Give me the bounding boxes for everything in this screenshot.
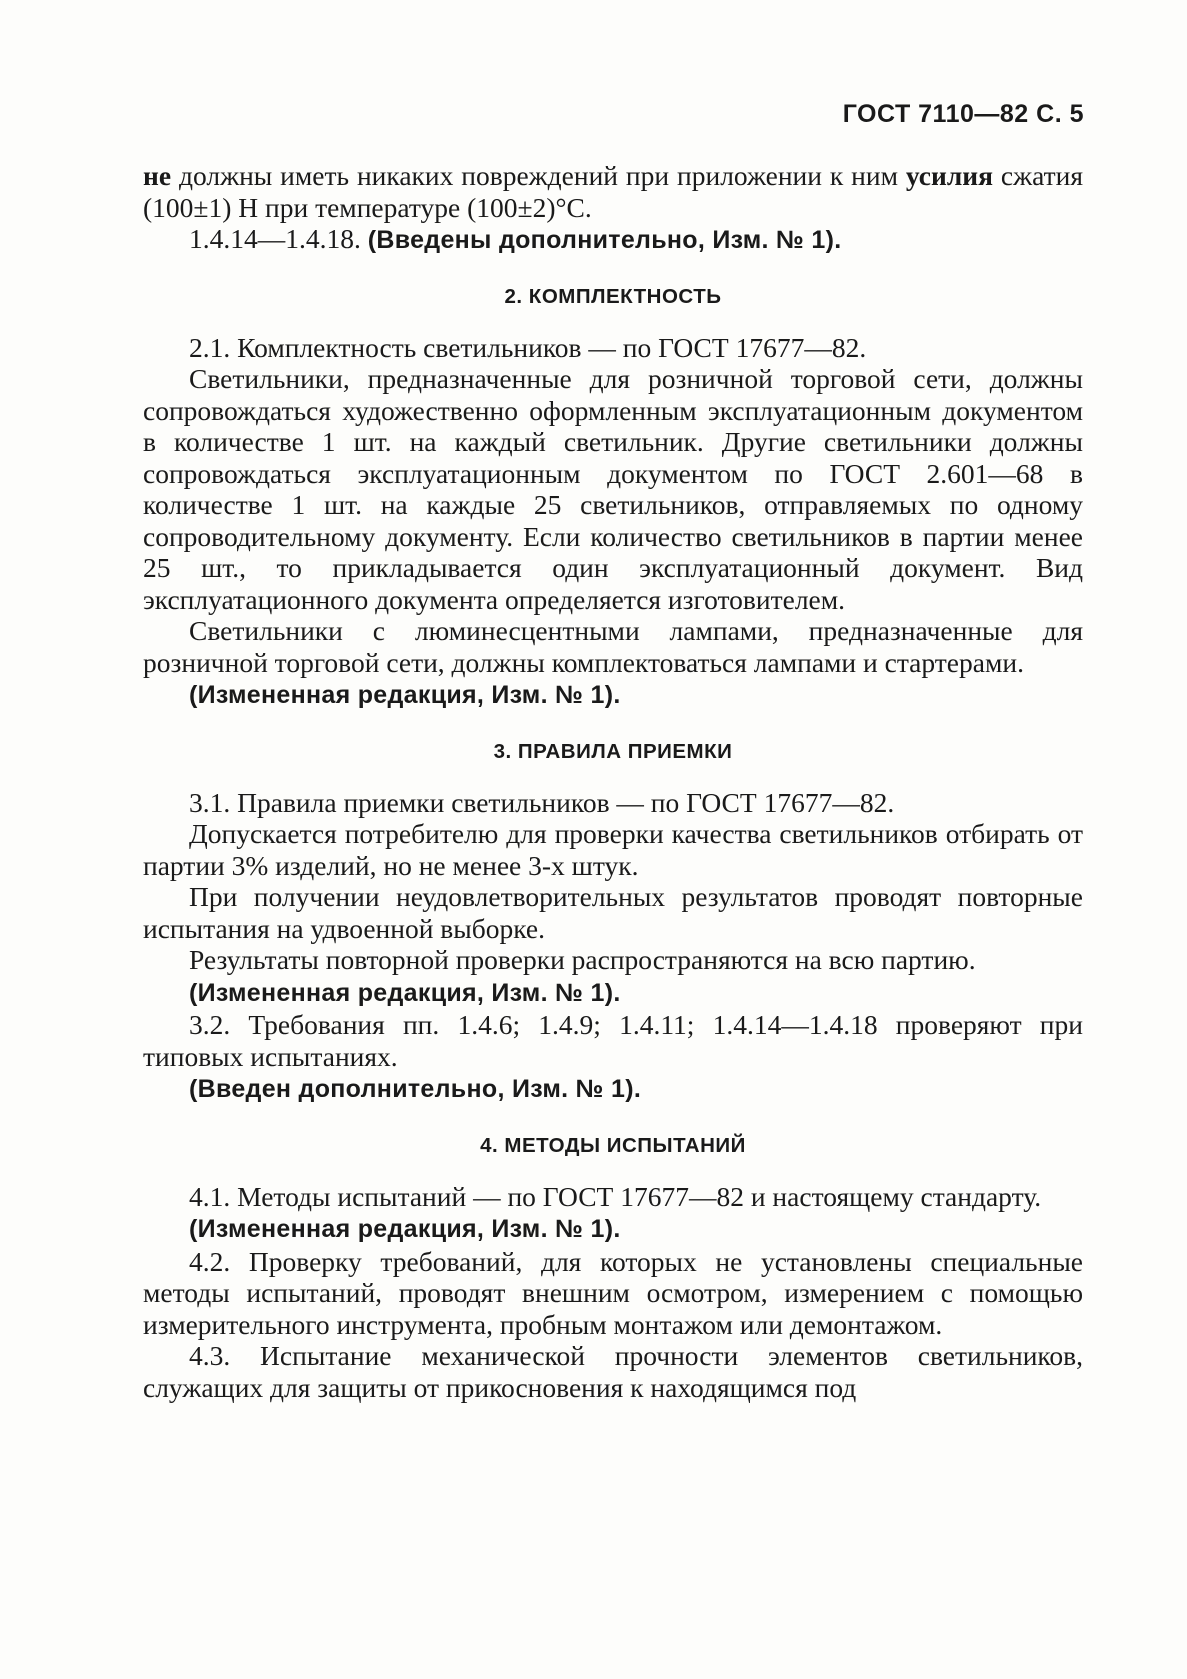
text-run: сжатия (100±1) Н при температуре (100±2)°С.: [143, 160, 1083, 223]
page-header: ГОСТ 7110—82 С. 5: [842, 100, 1084, 128]
paragraph-retest: При получении неудовлетворительных результатов проводят повторные испытания на удвоенной выборке.: [143, 881, 1083, 944]
paragraph-4-2: 4.2. Проверку требований, для которых не установлены специальные методы испытаний, проводят внешним осмотром, измерением с помощью измерительного инструмента, пробным монтажом или демонтажом.: [143, 1245, 1083, 1340]
paragraph-3-1: 3.1. Правила приемки светильников — по ГОСТ 17677—82.: [189, 786, 895, 818]
paragraph-documents: Светильники, предназначенные для розничной торговой сети, должны сопровождаться художественно оформленным эксплуатационным документом в количестве 1 шт. на каждый светильник. Другие светильники должны сопровождаться эксплуатационным документом по ГОСТ 2.601—68 в количестве 1 шт. на каждые 25 светильников, отправляемых по одному сопроводительному документу. Если количество светильников в партии менее 25 шт., то прикладывается один эксплуатационный документ. Вид эксплуатационного документа определяется изготовителем.: [143, 363, 1083, 615]
amendment-note: (Измененная редакция, Изм. № 1).: [189, 681, 621, 709]
paragraph-2-1: 2.1. Комплектность светильников — по ГОСТ 17677—82.: [189, 331, 867, 363]
section-heading-4: 4. МЕТОДЫ ИСПЫТАНИЙ: [480, 1133, 746, 1157]
amendment-note: (Введен дополнительно, Изм. № 1).: [189, 1075, 642, 1103]
paragraph-retest-results: Результаты повторной проверки распространяются на всю партию.: [189, 944, 976, 975]
paragraph-4-1: 4.1. Методы испытаний — по ГОСТ 17677—82 и настоящему стандарту.: [189, 1180, 1042, 1212]
section-heading-3: 3. ПРАВИЛА ПРИЕМКИ: [493, 739, 733, 763]
text-run: должны иметь никаких повреждений при приложении к ним: [171, 160, 898, 191]
paragraph-4-3: 4.3. Испытание механической прочности элементов светильников, служащих для защиты от прикосновения к находящимся под: [143, 1340, 1083, 1403]
paragraph-continuation: [143, 160, 1083, 223]
paragraph-lamps: Светильники с люминесцентными лампами, предназначенные для розничной торговой сети, должны комплектоваться лампами и стартерами.: [143, 615, 1083, 678]
paragraph-3-2: 3.2. Требования пп. 1.4.6; 1.4.9; 1.4.11; 1.4.14—1.4.18 проверяют при типовых испытаниях.: [143, 1009, 1083, 1072]
amendment-note: (Измененная редакция, Изм. № 1).: [189, 1215, 621, 1243]
clause-range: 1.4.14—1.4.18.: [189, 223, 368, 254]
paragraph-sampling: Допускается потребителю для проверки качества светильников отбирать от партии 3% изделий, но не менее 3-х штук.: [143, 818, 1083, 881]
amendment-note: (Введены дополнительно, Изм. № 1).: [367, 226, 842, 254]
amendment-note: (Измененная редакция, Изм. № 1).: [189, 978, 621, 1007]
document-body: [143, 160, 1083, 1403]
bold-word: не: [143, 160, 172, 191]
section-heading-2: 2. КОМПЛЕКТНОСТЬ: [504, 284, 722, 308]
paragraph-amendment: [143, 223, 1083, 257]
bold-word: усилия: [905, 160, 993, 191]
